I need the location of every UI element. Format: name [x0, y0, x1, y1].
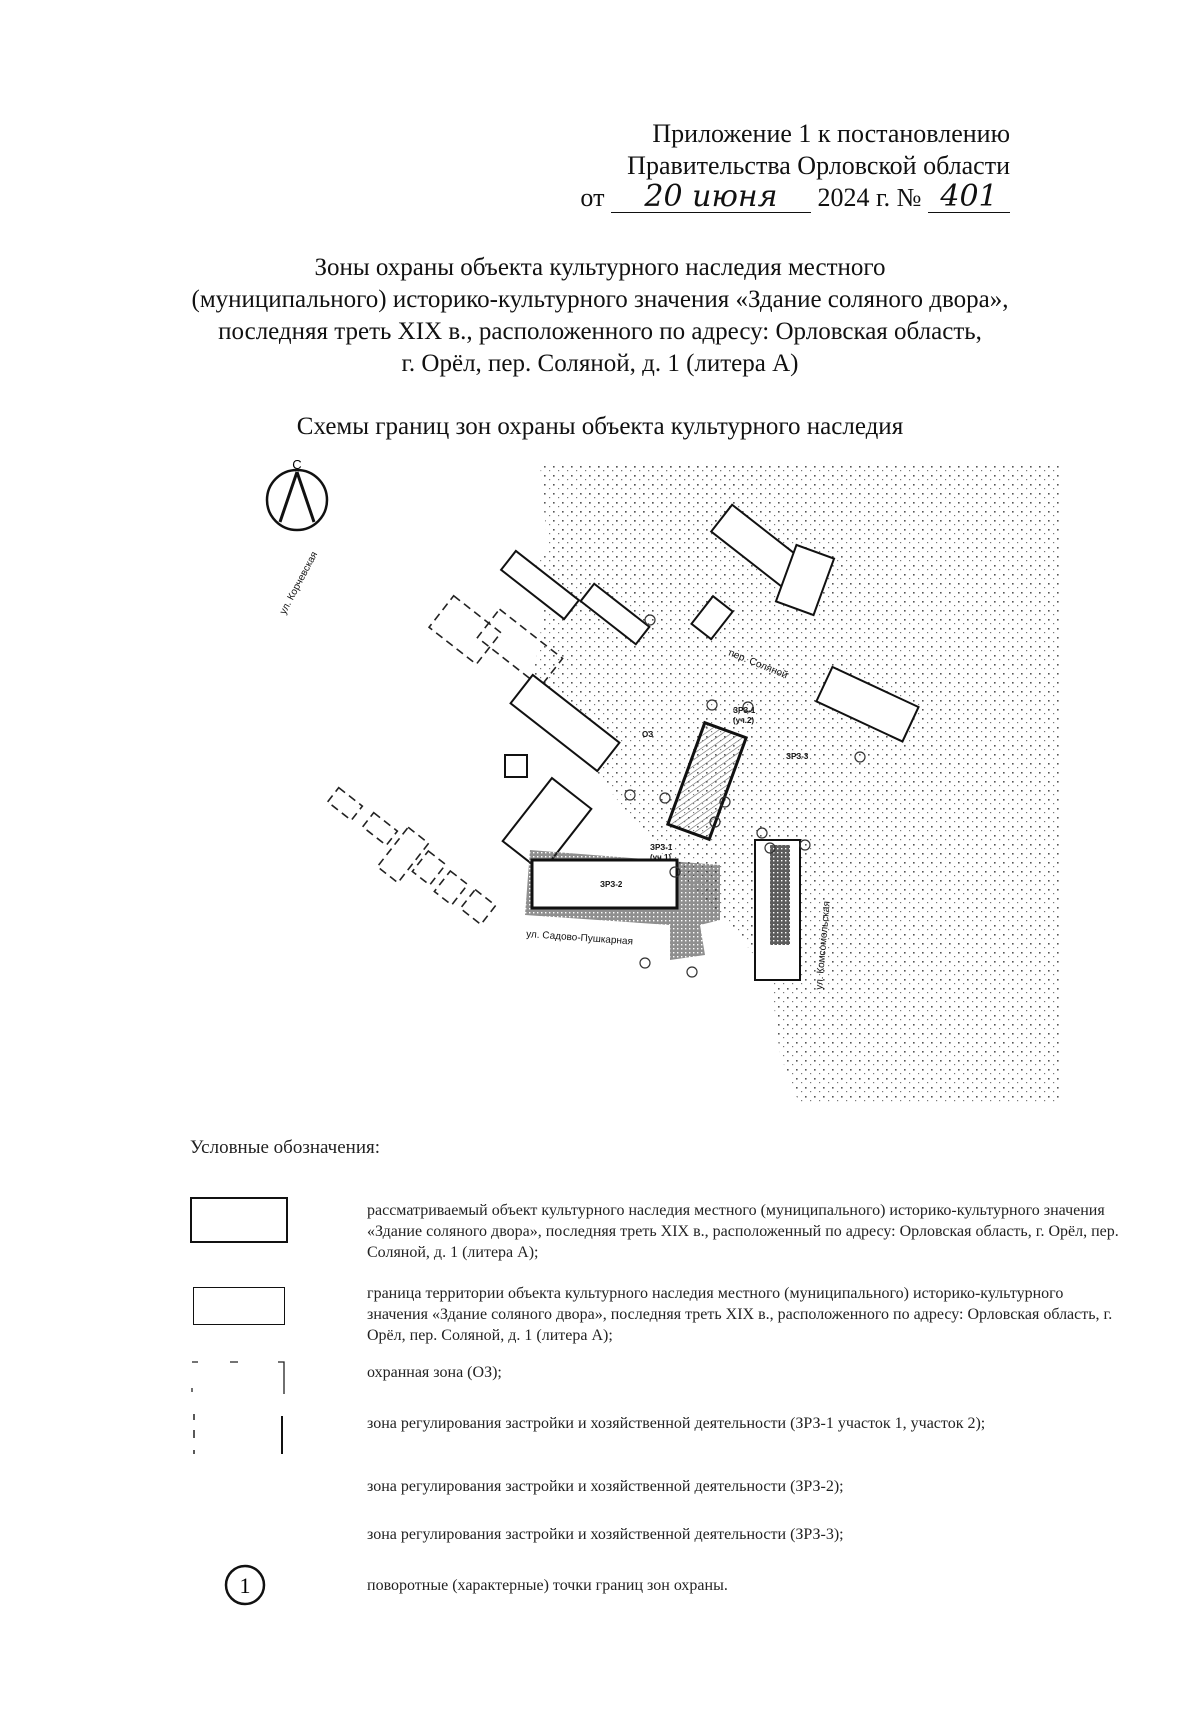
title-line3: последняя треть XIX в., расположенного по адресу: Орловская область, [218, 318, 982, 345]
legend-item-territory: граница территории объекта культурного наследия местного (муниципального) историко-культурного значения «Здание соляного двора», последняя треть XIX в., расположенного по адресу: Орловская область, г. Орёл, пер. Соляной, д. 1 (литера А); [367, 1285, 1113, 1344]
annex-line2: Правительства Орловской области [627, 151, 1010, 180]
zone-zrz1-u2-sub: (уч.2) [733, 716, 755, 725]
zone-map [277, 455, 1060, 1110]
legend-item-zrz1: зона регулирования застройки и хозяйственной деятельности (ЗРЗ-1 участок 1, участок 2); [367, 1415, 986, 1432]
handwritten-date: 20 июня [611, 182, 811, 213]
street-sadovo-label: ул. Садово-Пушкарная [525, 929, 634, 948]
date-prefix: от [580, 183, 605, 212]
legend-point-number: 1 [239, 1573, 251, 1598]
legend-symbol-object [190, 1197, 288, 1243]
annex-line1: Приложение 1 к постановлению [652, 119, 1010, 148]
scheme-subtitle: Схемы границ зон охраны объекта культурного наследия [296, 413, 904, 440]
title-line2: (муниципального) историко-культурного значения «Здание соляного двора», [191, 286, 1009, 313]
zone-oz-label: ОЗ [642, 730, 654, 739]
zone-zrz1-u1-label: ЗРЗ-1 [650, 843, 673, 852]
legend-item-object: рассматриваемый объект культурного наследия местного (муниципального) историко-культурного значения «Здание соляного двора», последняя треть XIX в., расположенный по адресу: Орловская область, г. Орёл, пер. Соляной, д. 1 (литера А); [367, 1202, 1119, 1261]
north-label: С [292, 457, 302, 472]
title-line4: г. Орёл, пер. Соляной, д. 1 (литера А) [401, 350, 799, 377]
zone-zrz2-label: ЗРЗ-2 [600, 880, 623, 889]
title-line1: Зоны охраны объекта культурного наследия местного [314, 254, 886, 281]
annex-line3 [490, 179, 1010, 214]
legend-item-oz: охранная зона (ОЗ); [367, 1364, 502, 1381]
legend-item-zrz2: зона регулирования застройки и хозяйственной деятельности (ЗРЗ-2); [367, 1478, 844, 1495]
handwritten-number: 401 [928, 182, 1010, 213]
street-komsomolskaya-label: ул. Комсомольская [814, 900, 833, 991]
zone-zrz1-u2-label: ЗРЗ-1 [733, 706, 756, 715]
legend-symbol-territory [193, 1287, 285, 1325]
legend-item-points: поворотные (характерные) точки границ зон охраны. [367, 1577, 728, 1594]
annex-header [490, 118, 1010, 214]
legend-symbol-oz [190, 1358, 290, 1398]
lane-solyanoy-label: пер. Соляной [726, 647, 790, 682]
legend-symbol-zrz1 [190, 1412, 290, 1458]
document-title [150, 252, 1050, 380]
legend-heading: Условные обозначения: [190, 1137, 381, 1158]
street-korchevskaya-label: ул. Корчевская [277, 549, 321, 617]
zone-zrz1-u1-sub: (уч.1) [650, 853, 672, 862]
legend-point-symbol [222, 1562, 268, 1608]
legend-item-zrz3: зона регулирования застройки и хозяйственной деятельности (ЗРЗ-3); [367, 1526, 844, 1543]
year-label: 2024 г. № [817, 183, 922, 212]
zone-zrz3-label: ЗРЗ-3 [786, 752, 809, 761]
